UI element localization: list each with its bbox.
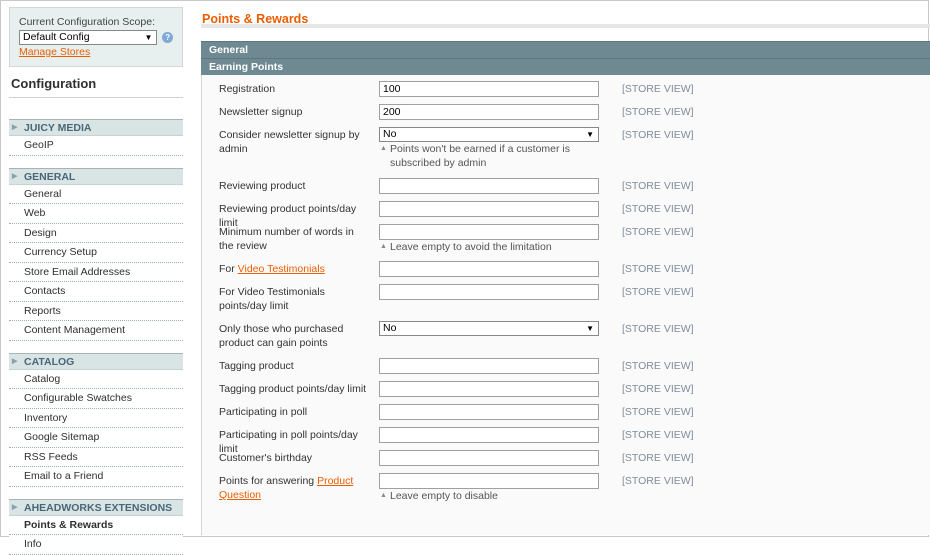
scope-tag: [STORE VIEW] bbox=[622, 452, 694, 464]
page-title: Points & Rewards bbox=[201, 1, 930, 28]
group-aheadworks bbox=[9, 499, 183, 555]
field-note bbox=[379, 489, 609, 503]
sidebar bbox=[9, 7, 183, 555]
birthday-input[interactable] bbox=[379, 450, 599, 466]
sidebar-item-store-email-addresses[interactable]: Store Email Addresses bbox=[9, 263, 183, 283]
main-content bbox=[201, 1, 930, 535]
field-newsletter-signup bbox=[202, 105, 930, 128]
field-label: Minimum number of words in the review bbox=[219, 226, 354, 252]
scope-tag: [STORE VIEW] bbox=[622, 286, 694, 298]
manage-stores-link[interactable]: Manage Stores bbox=[19, 46, 91, 58]
video-testimonials-input[interactable] bbox=[379, 261, 599, 277]
field-label: Reviewing product bbox=[219, 180, 306, 192]
sidebar-item-web[interactable]: Web bbox=[9, 204, 183, 224]
scope-tag: [STORE VIEW] bbox=[622, 106, 694, 118]
scope-tag: [STORE VIEW] bbox=[622, 129, 694, 141]
product-question-input[interactable] bbox=[379, 473, 599, 489]
note-text: Leave empty to disable bbox=[390, 490, 498, 502]
field-label: Reviewing product points/day limit bbox=[219, 203, 357, 229]
scope-tag: [STORE VIEW] bbox=[622, 406, 694, 418]
poll-limit-input[interactable] bbox=[379, 427, 599, 443]
consider-newsletter-select[interactable] bbox=[379, 127, 599, 142]
sidebar-item-email-to-a-friend[interactable]: Email to a Friend bbox=[9, 467, 183, 487]
field-note bbox=[379, 142, 609, 170]
scope-tag: [STORE VIEW] bbox=[622, 203, 694, 215]
triangle-right-icon: ▶ bbox=[12, 124, 18, 131]
field-product-question bbox=[202, 474, 930, 504]
sidebar-item-content-management[interactable]: Content Management bbox=[9, 321, 183, 341]
sidebar-item-contacts[interactable]: Contacts bbox=[9, 282, 183, 302]
chevron-down-icon: ▼ bbox=[586, 324, 594, 333]
triangle-right-icon: ▶ bbox=[12, 172, 18, 180]
group-header[interactable] bbox=[9, 168, 183, 185]
note-text: Leave empty to avoid the limitation bbox=[390, 241, 552, 253]
field-label: Participating in poll points/day limit bbox=[219, 429, 358, 455]
field-min-words bbox=[202, 225, 930, 262]
field-label: For Video Testimonials points/day limit bbox=[219, 286, 325, 312]
sidebar-item-points-rewards[interactable]: Points & Rewards bbox=[9, 516, 183, 536]
sidebar-item-google-sitemap[interactable]: Google Sitemap bbox=[9, 428, 183, 448]
video-testimonials-link[interactable]: Video Testimonials bbox=[237, 263, 325, 275]
field-label: Tagging product points/day limit bbox=[219, 383, 367, 395]
triangle-up-icon: ▲ bbox=[380, 492, 387, 499]
registration-input[interactable]: 100 bbox=[379, 81, 599, 97]
triangle-up-icon: ▲ bbox=[380, 145, 387, 152]
scope-tag: [STORE VIEW] bbox=[622, 360, 694, 372]
scope-tag: [STORE VIEW] bbox=[622, 263, 694, 275]
field-reviewing-limit bbox=[202, 202, 930, 229]
triangle-right-icon: ▶ bbox=[12, 357, 18, 365]
scope-tag: [STORE VIEW] bbox=[622, 475, 694, 487]
group-header[interactable] bbox=[9, 119, 183, 136]
newsletter-signup-input[interactable]: 200 bbox=[379, 104, 599, 120]
poll-input[interactable] bbox=[379, 404, 599, 420]
field-poll bbox=[202, 405, 930, 428]
scope-tag: [STORE VIEW] bbox=[622, 429, 694, 441]
group-header[interactable] bbox=[9, 353, 183, 370]
reviewing-limit-input[interactable] bbox=[379, 201, 599, 217]
group-title: AHEADWORKS EXTENSIONS bbox=[24, 501, 173, 514]
earning-points-fieldset bbox=[201, 75, 930, 535]
scope-tag: [STORE VIEW] bbox=[622, 226, 694, 238]
sidebar-item-reports[interactable]: Reports bbox=[9, 302, 183, 322]
video-limit-input[interactable] bbox=[379, 284, 599, 300]
field-reviewing-product bbox=[202, 179, 930, 202]
sidebar-item-general[interactable]: General bbox=[9, 185, 183, 205]
spacer bbox=[9, 341, 183, 353]
group-header[interactable] bbox=[9, 499, 183, 516]
sidebar-item-catalog[interactable]: Catalog bbox=[9, 370, 183, 390]
sidebar-item-info[interactable]: Info bbox=[9, 535, 183, 555]
scope-tag: [STORE VIEW] bbox=[622, 180, 694, 192]
group-catalog bbox=[9, 353, 183, 487]
triangle-up-icon: ▲ bbox=[380, 243, 387, 250]
field-tagging-product bbox=[202, 359, 930, 382]
scope-label: Current Configuration Scope: bbox=[19, 16, 155, 28]
sidebar-item-configurable-swatches[interactable]: Configurable Swatches bbox=[9, 389, 183, 409]
section-earning-points-header[interactable]: Earning Points bbox=[201, 58, 930, 75]
tagging-limit-input[interactable] bbox=[379, 381, 599, 397]
field-label: Tagging product bbox=[219, 360, 294, 372]
product-question-link-part2[interactable]: Question bbox=[219, 489, 262, 501]
scope-tag: [STORE VIEW] bbox=[622, 383, 694, 395]
sidebar-item-currency-setup[interactable]: Currency Setup bbox=[9, 243, 183, 263]
field-label: Customer's birthday bbox=[219, 452, 313, 464]
label-prefix: Points for answering bbox=[219, 475, 318, 487]
spacer bbox=[9, 487, 183, 499]
purchased-only-select[interactable] bbox=[379, 321, 599, 336]
field-label: Consider newsletter signup by admin bbox=[219, 129, 360, 155]
sidebar-item-design[interactable]: Design bbox=[9, 224, 183, 244]
group-juicy-media bbox=[9, 119, 183, 156]
field-birthday bbox=[202, 451, 930, 474]
field-label: Participating in poll bbox=[219, 406, 308, 418]
spacer bbox=[9, 156, 183, 168]
field-label: Newsletter signup bbox=[219, 106, 303, 118]
field-purchased-only bbox=[202, 322, 930, 359]
field-label: Registration bbox=[219, 83, 276, 95]
field-registration bbox=[202, 82, 930, 105]
select-value: No bbox=[383, 322, 397, 334]
field-tagging-limit bbox=[202, 382, 930, 405]
help-icon[interactable]: ? bbox=[162, 32, 173, 43]
scope-select-value: Default Config bbox=[23, 31, 90, 43]
reviewing-product-input[interactable] bbox=[379, 178, 599, 194]
field-label bbox=[219, 262, 369, 276]
scope-tag: [STORE VIEW] bbox=[622, 83, 694, 95]
section-general-header[interactable]: General bbox=[201, 41, 930, 58]
tagging-product-input[interactable] bbox=[379, 358, 599, 374]
group-title: JUICY MEDIA bbox=[24, 122, 92, 134]
scope-switcher bbox=[9, 7, 183, 67]
field-video-testimonials bbox=[202, 262, 930, 285]
field-video-limit bbox=[202, 285, 930, 322]
chevron-down-icon: ▼ bbox=[586, 130, 594, 139]
sidebar-item-inventory[interactable]: Inventory bbox=[9, 409, 183, 429]
configuration-title: Configuration bbox=[9, 67, 183, 98]
chevron-down-icon: ▼ bbox=[144, 33, 153, 42]
sidebar-item-rss-feeds[interactable]: RSS Feeds bbox=[9, 448, 183, 468]
label-prefix: For bbox=[219, 263, 238, 275]
triangle-right-icon: ▶ bbox=[12, 503, 18, 511]
note-text: Points won't be earned if a customer is subscribed by admin bbox=[390, 143, 571, 169]
field-label bbox=[219, 474, 369, 502]
min-words-input[interactable] bbox=[379, 224, 599, 240]
group-general bbox=[9, 168, 183, 341]
field-label: Only those who purchased product can gain points bbox=[219, 323, 344, 349]
field-poll-limit bbox=[202, 428, 930, 455]
field-consider-newsletter bbox=[202, 128, 930, 179]
group-title: GENERAL bbox=[24, 170, 76, 183]
scope-tag: [STORE VIEW] bbox=[622, 323, 694, 335]
scope-select[interactable] bbox=[19, 30, 157, 45]
sidebar-item-geoip[interactable]: GeoIP bbox=[9, 136, 183, 156]
product-question-link-part1[interactable]: Product bbox=[317, 475, 354, 487]
field-note bbox=[379, 240, 609, 254]
group-title: CATALOG bbox=[24, 355, 75, 368]
select-value: No bbox=[383, 128, 397, 140]
